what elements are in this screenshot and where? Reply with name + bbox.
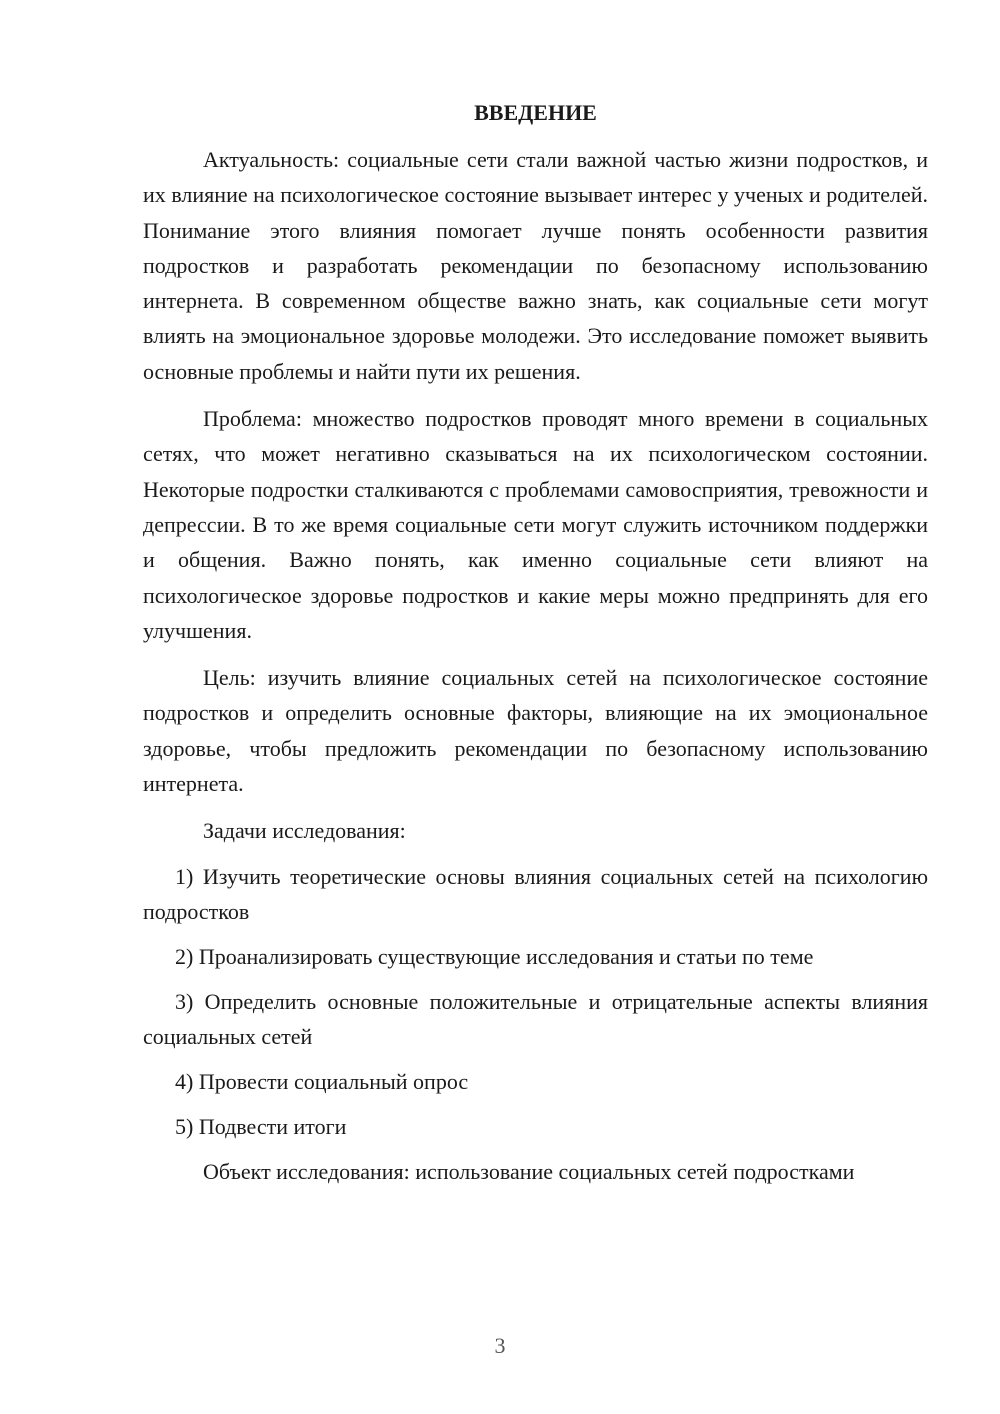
page-number: 3 (494, 1333, 506, 1358)
paragraph-object: Объект исследования: использование социальных сетей подростками (203, 1159, 855, 1185)
task-item-2: 2) Проанализировать существующие исследования и статьи по теме (175, 944, 814, 970)
task-item-4: 4) Провести социальный опрос (175, 1069, 469, 1095)
page-title: ВВЕДЕНИЕ (474, 100, 597, 125)
task-item-1: 1) Изучить теоретические основы влияния социальных сетей на психологию подростков (143, 864, 928, 925)
tasks-heading: Задачи исследования: (203, 818, 406, 844)
document-page (143, 95, 928, 1202)
paragraph-problem: Проблема: множество подростков проводят много времени в социальных сетях, что может негативно сказываться на их психологическом состоянии. Некоторые подростки сталкиваются с проблемами самовосприятия, тревожности и депрессии. В то же время социальные сети могут служить источником поддержки и общения. Важно понять, как именно социальные сети влияют на психологическое здоровье подростков и какие меры можно предпринять для его улучшения. (143, 406, 928, 643)
paragraph-relevance: Актуальность: социальные сети стали важной частью жизни подростков, и их влияние на психологическое состояние вызывает интерес у ученых и родителей. Понимание этого влияния помогает лучше понять особенности развития подростков и разработать рекомендации по безопасному использованию интернета. В современном обществе важно знать, как социальные сети могут влиять на эмоциональное здоровье молодежи. Это исследование поможет выявить основные проблемы и найти пути их решения. (143, 147, 928, 384)
task-item-5: 5) Подвести итоги (175, 1114, 347, 1140)
paragraph-goal: Цель: изучить влияние социальных сетей на психологическое состояние подростков и определить основные факторы, влияющие на их эмоциональное здоровье, чтобы предложить рекомендации по безопасному использованию интернета. (143, 665, 928, 797)
task-item-3: 3) Определить основные положительные и отрицательные аспекты влияния социальных сетей (143, 989, 928, 1050)
